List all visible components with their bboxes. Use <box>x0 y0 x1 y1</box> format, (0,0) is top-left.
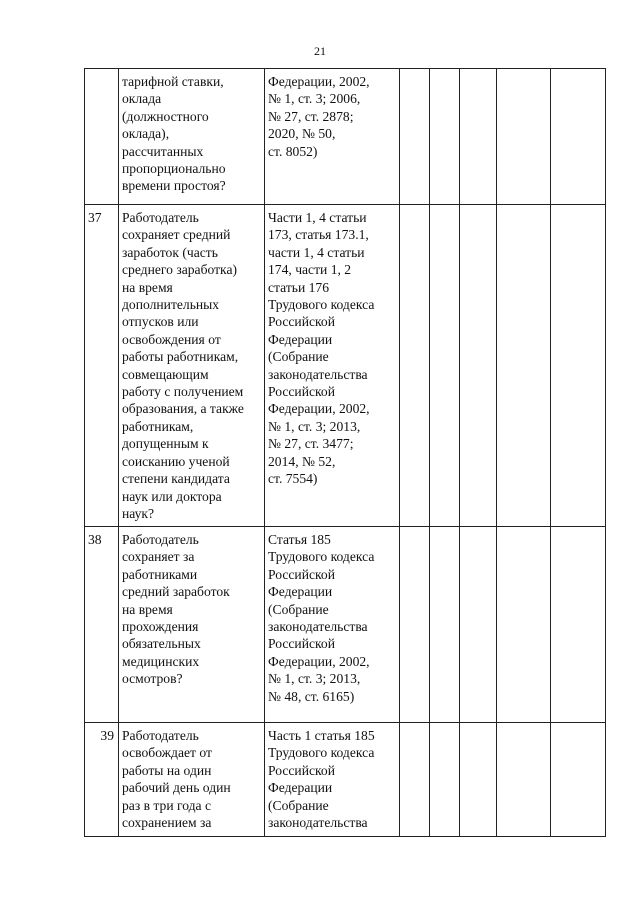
question-line: заработок (часть <box>122 244 218 260</box>
reference-line: ст. 7554) <box>268 471 318 487</box>
table-row <box>85 69 606 205</box>
reference-line: ст. 8052) <box>268 143 318 159</box>
question-cell <box>119 69 265 205</box>
reference-line: Части 1, 4 статьи <box>268 210 367 225</box>
reference-line: законодательства <box>268 366 368 382</box>
question-line: времени простоя? <box>122 178 226 194</box>
reference-line: Российской <box>268 762 335 778</box>
question-line: пропорционально <box>122 161 226 177</box>
question-cell <box>119 205 265 527</box>
question-line: освобождения от <box>122 331 221 347</box>
question-line: образования, а также <box>122 401 244 417</box>
reference-line: (Собрание <box>268 797 329 813</box>
reference-line: 2020, № 50, <box>268 126 336 142</box>
question-line: работу с получением <box>122 384 244 400</box>
question-line: наук или доктора <box>122 488 222 504</box>
answer-cell <box>460 205 497 527</box>
table-row <box>85 527 606 723</box>
answer-cell <box>430 69 460 205</box>
question-line: дополнительных <box>122 297 220 313</box>
answer-cell <box>497 723 551 837</box>
answer-cell <box>430 527 460 723</box>
question-cell <box>119 723 265 837</box>
reference-line: (Собрание <box>268 349 329 365</box>
answer-cell <box>400 723 430 837</box>
reference-line: 2014, № 52, <box>268 453 336 469</box>
reference-line: Российской <box>268 566 335 582</box>
question-line: работы работникам, <box>122 349 239 365</box>
row-number <box>85 69 119 205</box>
row-number: 39 <box>85 723 119 837</box>
question-line: работникам, <box>122 418 194 434</box>
question-line: работниками <box>122 566 198 582</box>
answer-cell <box>430 205 460 527</box>
question-line: раз в три года с <box>122 797 212 813</box>
requirements-table <box>84 68 606 837</box>
answer-cell <box>551 527 606 723</box>
table-row <box>85 723 606 837</box>
reference-line: 174, части 1, 2 <box>268 262 352 278</box>
question-line: соисканию ученой <box>122 453 230 469</box>
page-number: 21 <box>314 44 326 58</box>
row-number: 37 <box>85 205 119 527</box>
reference-line: законодательства <box>268 815 368 831</box>
answer-cell <box>400 69 430 205</box>
question-line: освобождает от <box>122 745 212 761</box>
reference-line: Федерации <box>268 331 333 347</box>
answer-cell <box>497 205 551 527</box>
question-line: Работодатель <box>122 210 199 225</box>
question-line: среднего заработка) <box>122 262 238 278</box>
reference-line: Федерации <box>268 780 333 796</box>
question-line: медицинских <box>122 653 200 669</box>
answer-cell <box>497 69 551 205</box>
answer-cell <box>497 527 551 723</box>
reference-line: № 27, ст. 3477; <box>268 436 354 452</box>
question-line: сохраняет средний <box>122 227 231 243</box>
reference-line: № 48, ст. 6165) <box>268 688 355 704</box>
reference-cell <box>265 205 400 527</box>
question-line: отпусков или <box>122 314 199 330</box>
reference-line: № 1, ст. 3; 2006, <box>268 91 361 107</box>
question-line: совмещающим <box>122 366 209 382</box>
answer-cell <box>400 527 430 723</box>
reference-line: № 27, ст. 2878; <box>268 108 354 124</box>
answer-cell <box>551 205 606 527</box>
question-line: осмотров? <box>122 671 183 687</box>
reference-line: Трудового кодекса <box>268 745 375 761</box>
reference-line: Часть 1 статья 185 <box>268 728 375 743</box>
question-line: рассчитанных <box>122 143 204 159</box>
answer-cell <box>551 723 606 837</box>
reference-line: Федерации, 2002, <box>268 401 370 417</box>
question-line: прохождения <box>122 619 199 635</box>
reference-line: Российской <box>268 636 335 652</box>
reference-cell <box>265 527 400 723</box>
question-line: оклада), <box>122 126 170 142</box>
answer-cell <box>430 723 460 837</box>
reference-line: законодательства <box>268 619 368 635</box>
reference-line: Статья 185 <box>268 532 331 547</box>
table-row <box>85 205 606 527</box>
question-line: рабочий день один <box>122 780 231 796</box>
reference-line: Трудового кодекса <box>268 297 375 313</box>
question-line: обязательных <box>122 636 201 652</box>
reference-cell <box>265 69 400 205</box>
reference-line: статьи 176 <box>268 279 330 295</box>
answer-cell <box>551 69 606 205</box>
question-line: Работодатель <box>122 728 199 743</box>
answer-cell <box>460 723 497 837</box>
question-line: работы на один <box>122 762 212 778</box>
answer-cell <box>460 527 497 723</box>
question-line: степени кандидата <box>122 471 230 487</box>
reference-line: Федерации <box>268 584 333 600</box>
reference-line: Трудового кодекса <box>268 549 375 565</box>
question-line: тарифной ставки, <box>122 74 224 89</box>
question-line: Работодатель <box>122 532 199 547</box>
question-line: наук? <box>122 505 155 521</box>
question-line: (должностного <box>122 108 209 124</box>
reference-line: Российской <box>268 314 335 330</box>
answer-cell <box>460 69 497 205</box>
reference-line: № 1, ст. 3; 2013, <box>268 671 361 687</box>
reference-line: Федерации, 2002, <box>268 74 370 89</box>
question-cell <box>119 527 265 723</box>
reference-line: № 1, ст. 3; 2013, <box>268 418 361 434</box>
question-line: на время <box>122 601 173 617</box>
question-line: оклада <box>122 91 162 107</box>
reference-line: части 1, 4 статьи <box>268 244 365 260</box>
reference-line: Российской <box>268 384 335 400</box>
reference-cell <box>265 723 400 837</box>
reference-line: (Собрание <box>268 601 329 617</box>
row-number: 38 <box>85 527 119 723</box>
question-line: средний заработок <box>122 584 230 600</box>
question-line: сохранением за <box>122 815 212 831</box>
reference-line: 173, статья 173.1, <box>268 227 369 243</box>
reference-line: Федерации, 2002, <box>268 653 370 669</box>
question-line: на время <box>122 279 173 295</box>
answer-cell <box>400 205 430 527</box>
question-line: допущенным к <box>122 436 209 452</box>
question-line: сохраняет за <box>122 549 195 565</box>
